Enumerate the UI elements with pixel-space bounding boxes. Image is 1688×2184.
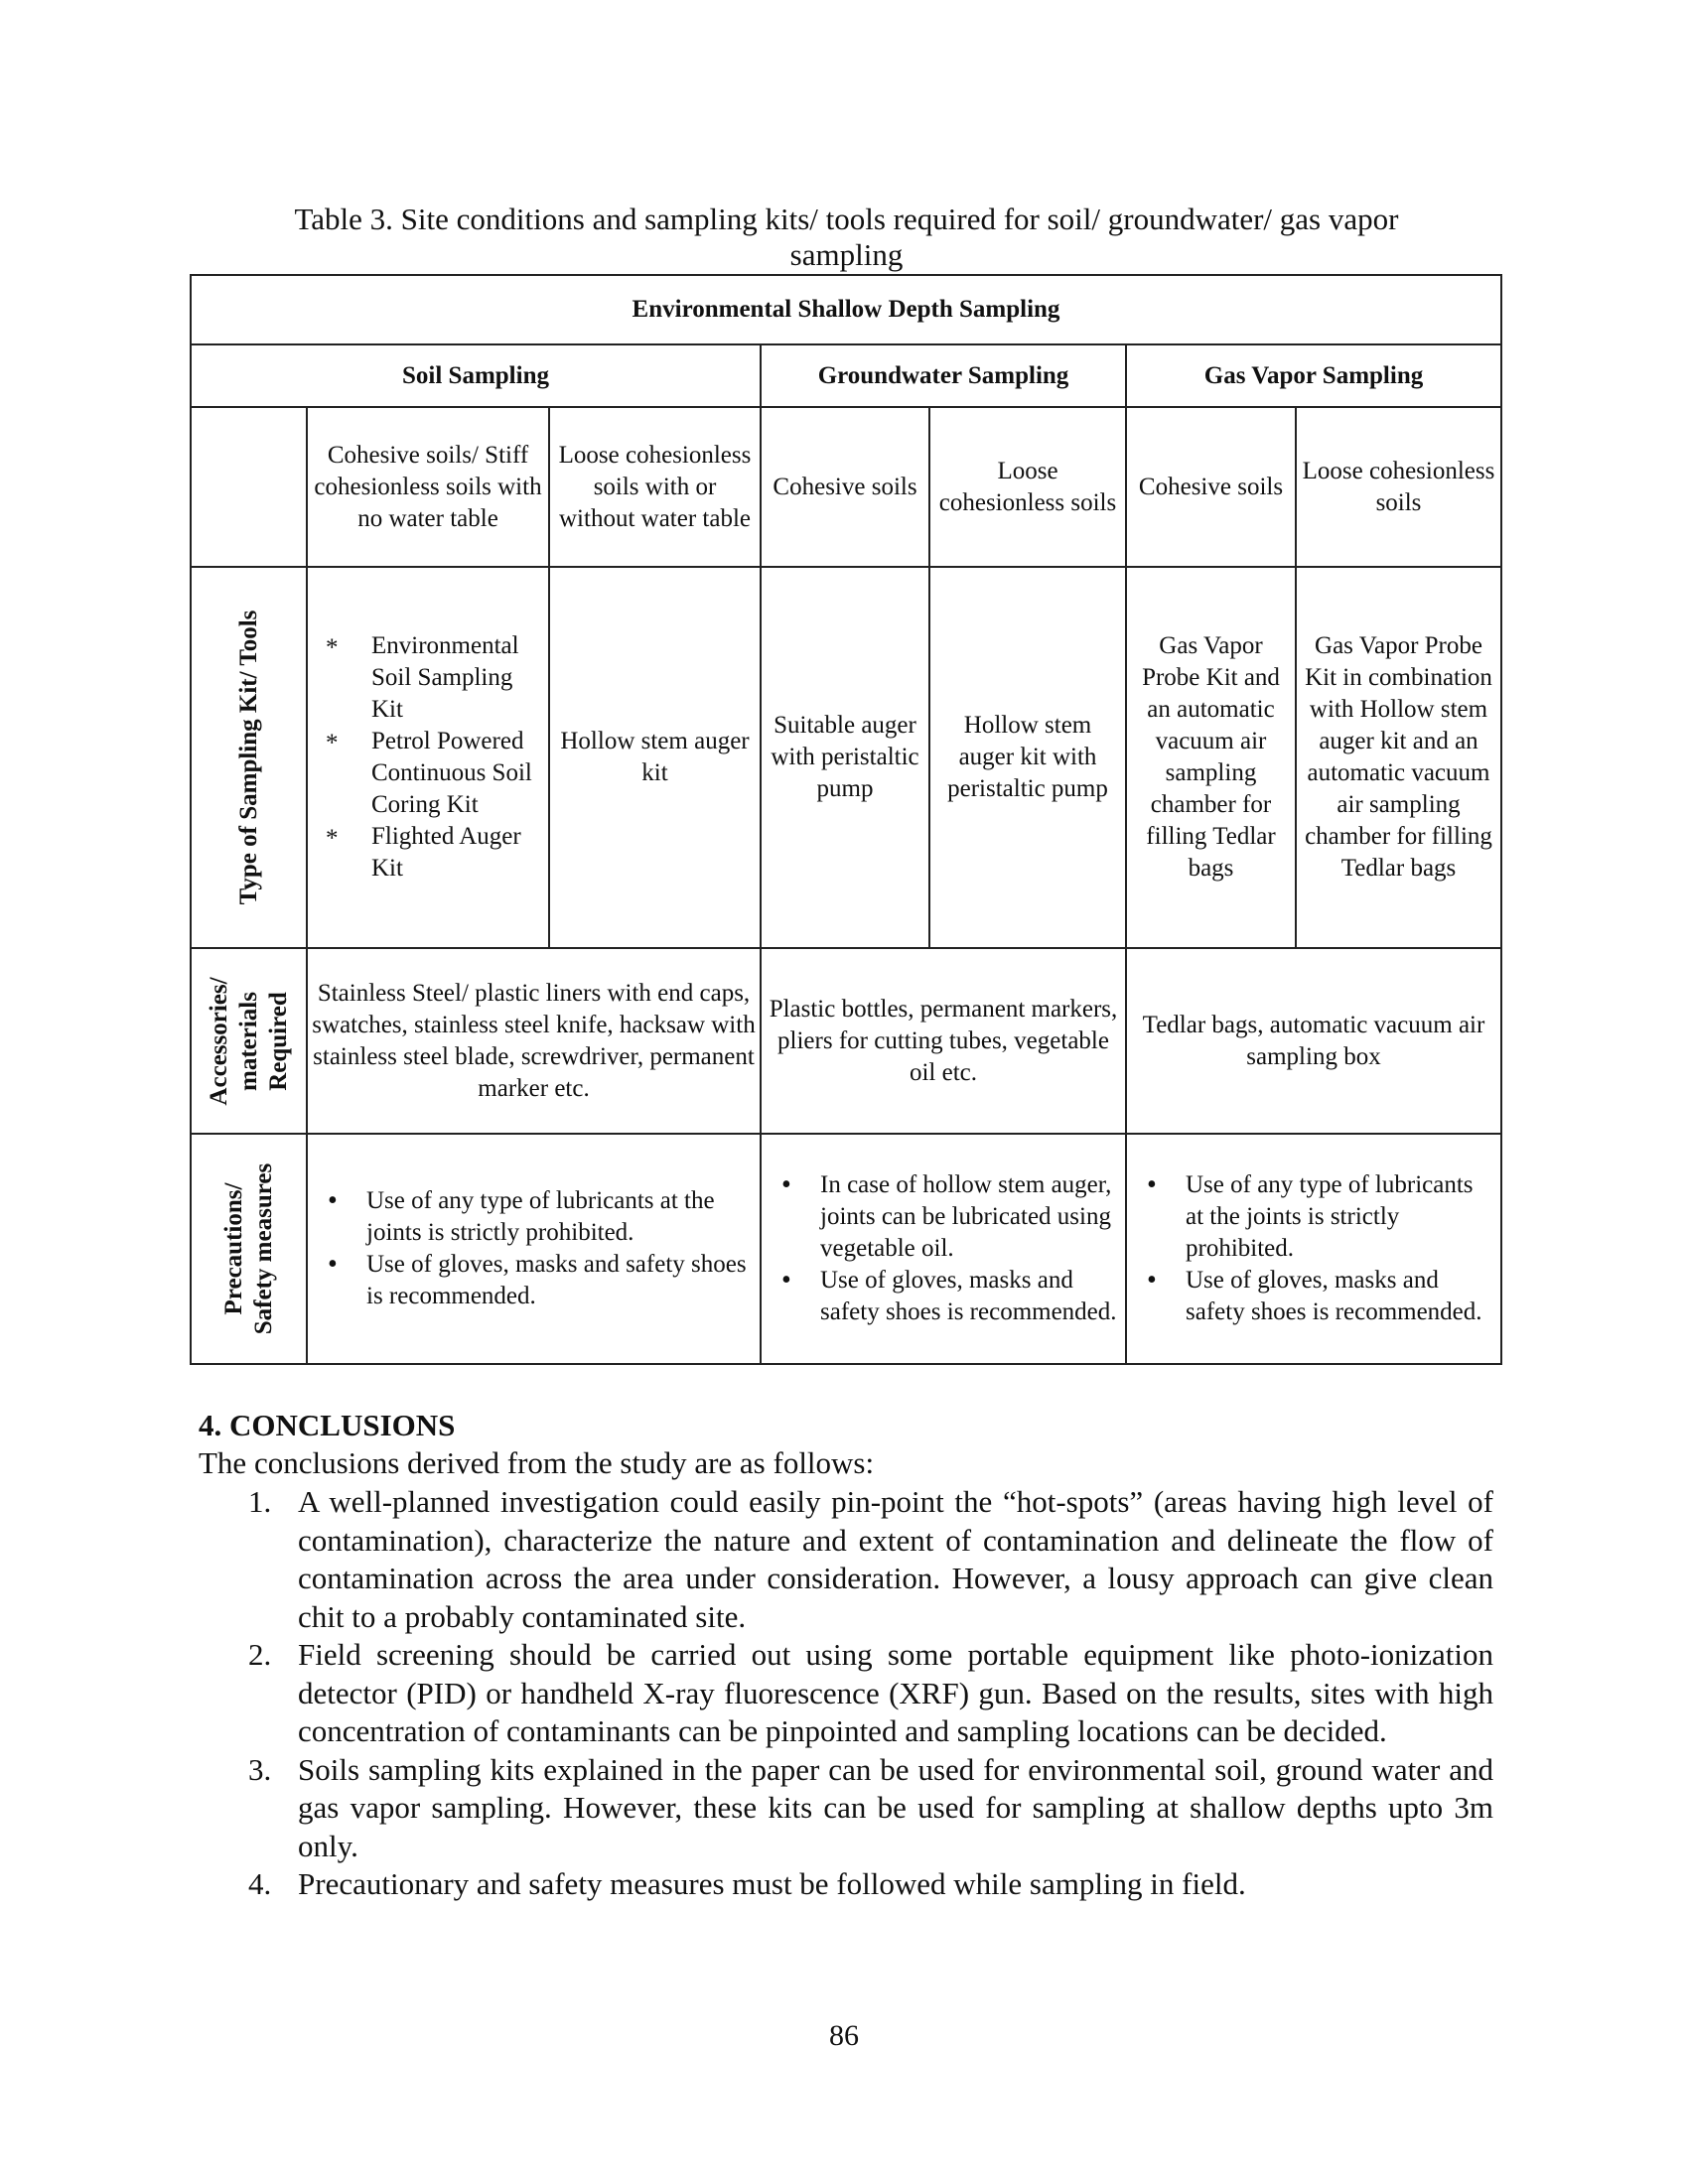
list-item: * Flighted Auger Kit (312, 821, 544, 885)
list-item: • Use of any type of lubricants at the joints is strictly prohibited. (312, 1185, 756, 1249)
precautions-gas (1126, 1134, 1501, 1364)
row-label-kit: Type of Sampling Kit/ Tools (191, 567, 307, 948)
group-header-gas: Gas Vapor Sampling (1126, 344, 1501, 407)
section-intro: The conclusions derived from the study are as follows: (199, 1445, 875, 1480)
conclusions-list (199, 1483, 1493, 1904)
list-item: * Environmental Soil Sampling Kit (312, 630, 544, 726)
table-caption: Table 3. Site conditions and sampling kits/ tools required for soil/ groundwater/ gas vapor sampling (294, 202, 1399, 272)
condition-cell: Loose cohesionless soils with or without water table (549, 407, 761, 567)
kit-cell: Hollow stem auger kit (549, 567, 761, 948)
accessories-groundwater: Plastic bottles, permanent markers, pliers for cutting tubes, vegetable oil etc. (761, 948, 1126, 1134)
accessories-gas: Tedlar bags, automatic vacuum air sampling box (1126, 948, 1501, 1134)
precautions-groundwater (761, 1134, 1126, 1364)
kit-cell: Suitable auger with peristaltic pump (761, 567, 929, 948)
precautions-soil (307, 1134, 761, 1364)
list-item: • In case of hollow stem auger, joints can be lubricated using vegetable oil. (766, 1169, 1121, 1265)
group-header-soil: Soil Sampling (191, 344, 761, 407)
list-item: • Use of gloves, masks and safety shoes is recommended. (1131, 1265, 1496, 1328)
condition-cell: Loose cohesionless soils (929, 407, 1126, 567)
condition-cell: Cohesive soils (1126, 407, 1296, 567)
sampling-table (190, 274, 1502, 1365)
condition-cell: Cohesive soils (761, 407, 929, 567)
condition-cell: Loose cohesionless soils (1296, 407, 1501, 567)
accessories-soil: Stainless Steel/ plastic liners with end caps, swatches, stainless steel knife, hacksaw with stainless steel blade, screwdriver, permanent marker etc. (307, 948, 761, 1134)
soil-cohesive-kits (307, 567, 549, 948)
kit-cell: Hollow stem auger kit with peristaltic pump (929, 567, 1126, 948)
table-title: Environmental Shallow Depth Sampling (191, 275, 1501, 344)
list-item: 2. Field screening should be carried out using some portable equipment like photo-ionization detector (PID) or handheld X-ray fluorescence (XRF) gun. Based on the results, sites with high concentration of contaminants can be pinpointed and sampling locations can be decided. (248, 1637, 1493, 1748)
list-item: 4. Precautionary and safety measures must be followed while sampling in field. (248, 1866, 1246, 1901)
list-item: * Petrol Powered Continuous Soil Coring Kit (312, 726, 544, 821)
condition-cell: Cohesive soils/ Stiff cohesionless soils with no water table (307, 407, 549, 567)
list-item: • Use of gloves, masks and safety shoes is recommended. (312, 1249, 756, 1312)
group-header-groundwater: Groundwater Sampling (761, 344, 1126, 407)
list-item: • Use of gloves, masks and safety shoes is recommended. (766, 1265, 1121, 1328)
list-item: 3. Soils sampling kits explained in the paper can be used for environmental soil, ground water and gas vapor sampling. However, these kits can be used for sampling at shallow depths upto 3m only. (248, 1751, 1493, 1863)
empty-corner-cell (191, 407, 307, 567)
kit-cell: Gas Vapor Probe Kit and an automatic vacuum air sampling chamber for filling Tedlar bags (1126, 567, 1296, 948)
section-heading: 4. CONCLUSIONS (199, 1408, 456, 1442)
page-number: 86 (829, 2019, 859, 2052)
kit-cell: Gas Vapor Probe Kit in combination with Hollow stem auger kit and an automatic vacuum air sampling chamber for filling Tedlar bags (1296, 567, 1501, 948)
list-item: 1. A well-planned investigation could easily pin-point the “hot-spots” (areas having high level of contamination), characterize the nature and extent of contamination and delineate the flow of contamination across the area under consideration. However, a lousy approach can give clean chit to a probably contaminated site. (248, 1484, 1493, 1634)
row-label-precautions: Precautions/ Safety measures (191, 1134, 307, 1364)
list-item: • Use of any type of lubricants at the joints is strictly prohibited. (1131, 1169, 1496, 1265)
row-label-accessories: Accessories/ materials Required (191, 948, 307, 1134)
